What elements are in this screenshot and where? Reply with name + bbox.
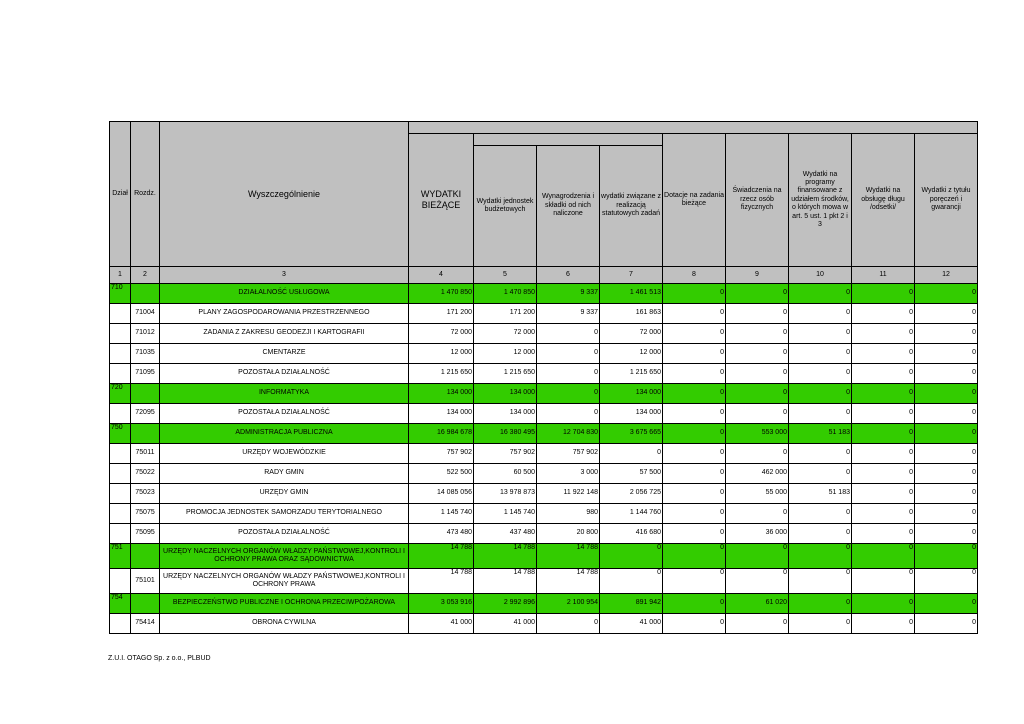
cell-value: 171 200 bbox=[409, 304, 474, 324]
cell-value: 757 902 bbox=[474, 444, 537, 464]
cell-value: 1 215 650 bbox=[474, 364, 537, 384]
table-row bbox=[110, 364, 978, 384]
cell-value: 61 020 bbox=[726, 594, 789, 614]
cell-dzial bbox=[110, 614, 131, 634]
cell-value: 12 000 bbox=[409, 344, 474, 364]
cell-value: 0 bbox=[915, 569, 978, 594]
cell-value: 0 bbox=[663, 544, 726, 569]
cell-rozdz bbox=[131, 424, 160, 444]
cell-value: 0 bbox=[915, 464, 978, 484]
cell-value: 0 bbox=[852, 284, 915, 304]
cell-value: 0 bbox=[852, 404, 915, 424]
cell-value: 0 bbox=[726, 444, 789, 464]
cell-value: 0 bbox=[789, 384, 852, 404]
cell-value: 11 922 148 bbox=[537, 484, 600, 504]
cell-value: 416 680 bbox=[600, 524, 663, 544]
budget-table bbox=[109, 121, 978, 634]
cell-dzial bbox=[110, 569, 131, 594]
cell-value: 14 788 bbox=[537, 569, 600, 594]
cell-value: 0 bbox=[537, 324, 600, 344]
cell-name: POZOSTAŁA DZIAŁALNOŚĆ bbox=[160, 524, 409, 544]
cell-value: 0 bbox=[852, 484, 915, 504]
cell-value: 0 bbox=[852, 464, 915, 484]
cell-dzial bbox=[110, 464, 131, 484]
cell-value: 0 bbox=[852, 324, 915, 344]
cell-value: 0 bbox=[852, 594, 915, 614]
cell-value: 0 bbox=[789, 504, 852, 524]
cell-value: 0 bbox=[726, 304, 789, 324]
cell-dzial bbox=[110, 304, 131, 324]
header-obsluga-dlugu: Wydatki na obsługę długu /odsetki/ bbox=[852, 134, 915, 267]
cell-value: 0 bbox=[537, 404, 600, 424]
cell-dzial bbox=[110, 524, 131, 544]
table-row bbox=[110, 344, 978, 364]
cell-name: ADMINISTRACJA PUBLICZNA bbox=[160, 424, 409, 444]
cell-value: 0 bbox=[789, 444, 852, 464]
table-row-section bbox=[110, 544, 978, 569]
table-body bbox=[110, 284, 978, 634]
cell-value: 0 bbox=[537, 364, 600, 384]
header-substrip bbox=[474, 134, 663, 146]
cell-value: 980 bbox=[537, 504, 600, 524]
cell-value: 0 bbox=[726, 364, 789, 384]
cell-value: 171 200 bbox=[474, 304, 537, 324]
cell-name: ZADANIA Z ZAKRESU GEODEZJI I KARTOGRAFII bbox=[160, 324, 409, 344]
column-number: 4 bbox=[409, 267, 474, 284]
cell-value: 16 984 678 bbox=[409, 424, 474, 444]
table-row bbox=[110, 504, 978, 524]
cell-value: 51 183 bbox=[789, 424, 852, 444]
cell-value: 12 000 bbox=[474, 344, 537, 364]
cell-value: 2 100 954 bbox=[537, 594, 600, 614]
cell-value: 14 788 bbox=[474, 569, 537, 594]
cell-value: 134 000 bbox=[409, 404, 474, 424]
cell-name: URZĘDY NACZELNYCH ORGANÓW WŁADZY PAŃSTWOWEJ,KONTROLI I OCHRONY PRAWA ORAZ SĄDOWNICTWA bbox=[160, 544, 409, 569]
cell-dzial: 710 bbox=[110, 284, 131, 304]
cell-value: 14 788 bbox=[474, 544, 537, 569]
cell-dzial bbox=[110, 364, 131, 384]
table-row-section bbox=[110, 384, 978, 404]
table-row-section bbox=[110, 594, 978, 614]
cell-value: 9 337 bbox=[537, 304, 600, 324]
cell-value: 0 bbox=[537, 344, 600, 364]
column-number: 8 bbox=[663, 267, 726, 284]
cell-value: 14 788 bbox=[409, 569, 474, 594]
cell-rozdz: 75011 bbox=[131, 444, 160, 464]
cell-name: URZĘDY WOJEWÓDZKIE bbox=[160, 444, 409, 464]
cell-value: 0 bbox=[789, 464, 852, 484]
cell-value: 72 000 bbox=[409, 324, 474, 344]
cell-dzial bbox=[110, 444, 131, 464]
cell-value: 1 470 850 bbox=[474, 284, 537, 304]
cell-value: 20 800 bbox=[537, 524, 600, 544]
cell-value: 0 bbox=[726, 614, 789, 634]
header-rozdz: Rozdz. bbox=[131, 122, 160, 267]
cell-name: RADY GMIN bbox=[160, 464, 409, 484]
cell-dzial bbox=[110, 504, 131, 524]
header-dotacje: Dotacje na zadania bieżące bbox=[663, 134, 726, 267]
cell-value: 0 bbox=[915, 284, 978, 304]
cell-value: 0 bbox=[663, 384, 726, 404]
cell-value: 2 992 896 bbox=[474, 594, 537, 614]
cell-value: 0 bbox=[789, 544, 852, 569]
cell-value: 3 675 665 bbox=[600, 424, 663, 444]
cell-value: 0 bbox=[852, 384, 915, 404]
column-number: 3 bbox=[160, 267, 409, 284]
cell-value: 0 bbox=[915, 594, 978, 614]
header-wydatki-statutowe: wydatki związane z realizacją statutowych zadań bbox=[600, 146, 663, 267]
cell-name: CMENTARZE bbox=[160, 344, 409, 364]
cell-value: 0 bbox=[537, 384, 600, 404]
cell-value: 0 bbox=[789, 344, 852, 364]
cell-value: 0 bbox=[915, 384, 978, 404]
cell-rozdz: 75101 bbox=[131, 569, 160, 594]
cell-dzial bbox=[110, 344, 131, 364]
cell-value: 437 480 bbox=[474, 524, 537, 544]
cell-value: 55 000 bbox=[726, 484, 789, 504]
cell-value: 0 bbox=[852, 614, 915, 634]
cell-rozdz bbox=[131, 544, 160, 569]
cell-value: 0 bbox=[915, 504, 978, 524]
header-swiadczenia: Świadczenia na rzecz osób fizycznych bbox=[726, 134, 789, 267]
cell-value: 0 bbox=[915, 344, 978, 364]
cell-value: 0 bbox=[726, 504, 789, 524]
cell-value: 134 000 bbox=[474, 404, 537, 424]
header-wynagrodzenia: Wynagrodzenia i składki od nich naliczone bbox=[537, 146, 600, 267]
cell-value: 0 bbox=[789, 304, 852, 324]
column-number: 9 bbox=[726, 267, 789, 284]
header-wydatki-biezace: WYDATKI BIEŻĄCE bbox=[409, 134, 474, 267]
cell-value: 0 bbox=[915, 404, 978, 424]
table-row bbox=[110, 524, 978, 544]
cell-value: 0 bbox=[915, 304, 978, 324]
cell-value: 0 bbox=[663, 364, 726, 384]
cell-value: 0 bbox=[663, 304, 726, 324]
cell-value: 1 461 513 bbox=[600, 284, 663, 304]
cell-name: POZOSTAŁA DZIAŁALNOŚĆ bbox=[160, 404, 409, 424]
header-strip bbox=[409, 122, 978, 134]
header-wydatki-jednostek: Wydatki jednostek budżetowych bbox=[474, 146, 537, 267]
cell-value: 553 000 bbox=[726, 424, 789, 444]
column-number: 11 bbox=[852, 267, 915, 284]
cell-value: 72 000 bbox=[600, 324, 663, 344]
cell-rozdz: 71095 bbox=[131, 364, 160, 384]
cell-value: 0 bbox=[852, 304, 915, 324]
cell-value: 0 bbox=[663, 324, 726, 344]
cell-value: 134 000 bbox=[474, 384, 537, 404]
cell-value: 0 bbox=[789, 324, 852, 344]
cell-value: 757 902 bbox=[537, 444, 600, 464]
cell-value: 0 bbox=[663, 614, 726, 634]
cell-value: 3 000 bbox=[537, 464, 600, 484]
cell-value: 0 bbox=[852, 569, 915, 594]
cell-value: 1 145 740 bbox=[474, 504, 537, 524]
cell-value: 14 085 056 bbox=[409, 484, 474, 504]
cell-dzial: 751 bbox=[110, 544, 131, 569]
cell-value: 1 144 760 bbox=[600, 504, 663, 524]
cell-value: 0 bbox=[600, 444, 663, 464]
column-number-row bbox=[110, 267, 978, 284]
cell-value: 13 978 873 bbox=[474, 484, 537, 504]
header-wydatki-programy: Wydatki na programy finansowane z udziałem środków, o których mowa w art. 5 ust. 1 pkt 2 i 3 bbox=[789, 134, 852, 267]
cell-rozdz bbox=[131, 284, 160, 304]
cell-value: 473 480 bbox=[409, 524, 474, 544]
cell-value: 0 bbox=[852, 524, 915, 544]
column-number: 5 bbox=[474, 267, 537, 284]
cell-value: 0 bbox=[663, 404, 726, 424]
cell-rozdz: 75075 bbox=[131, 504, 160, 524]
cell-rozdz: 75095 bbox=[131, 524, 160, 544]
table-row bbox=[110, 444, 978, 464]
cell-value: 12 000 bbox=[600, 344, 663, 364]
cell-value: 0 bbox=[915, 364, 978, 384]
cell-name: PROMOCJA JEDNOSTEK SAMORZADU TERYTORIALNEGO bbox=[160, 504, 409, 524]
cell-value: 36 000 bbox=[726, 524, 789, 544]
cell-value: 757 902 bbox=[409, 444, 474, 464]
cell-value: 0 bbox=[915, 424, 978, 444]
cell-value: 41 000 bbox=[600, 614, 663, 634]
cell-value: 0 bbox=[600, 569, 663, 594]
cell-value: 0 bbox=[915, 524, 978, 544]
cell-value: 9 337 bbox=[537, 284, 600, 304]
table-row bbox=[110, 569, 978, 594]
cell-value: 0 bbox=[915, 484, 978, 504]
cell-value: 0 bbox=[726, 404, 789, 424]
cell-value: 60 500 bbox=[474, 464, 537, 484]
cell-value: 0 bbox=[726, 569, 789, 594]
cell-rozdz: 75023 bbox=[131, 484, 160, 504]
cell-value: 161 863 bbox=[600, 304, 663, 324]
cell-value: 12 704 830 bbox=[537, 424, 600, 444]
cell-rozdz: 75414 bbox=[131, 614, 160, 634]
cell-value: 0 bbox=[663, 444, 726, 464]
cell-value: 1 215 650 bbox=[409, 364, 474, 384]
column-number: 12 bbox=[915, 267, 978, 284]
cell-value: 0 bbox=[726, 344, 789, 364]
cell-rozdz bbox=[131, 384, 160, 404]
cell-value: 0 bbox=[726, 384, 789, 404]
table-row bbox=[110, 404, 978, 424]
header-wyszczegolnienie: Wyszczególnienie bbox=[160, 122, 409, 267]
table-row-section bbox=[110, 424, 978, 444]
cell-value: 0 bbox=[726, 324, 789, 344]
cell-value: 0 bbox=[663, 484, 726, 504]
cell-value: 0 bbox=[852, 544, 915, 569]
cell-dzial bbox=[110, 484, 131, 504]
cell-value: 0 bbox=[663, 464, 726, 484]
table-row bbox=[110, 304, 978, 324]
cell-value: 0 bbox=[663, 594, 726, 614]
cell-value: 134 000 bbox=[409, 384, 474, 404]
cell-value: 0 bbox=[852, 444, 915, 464]
cell-name: POZOSTAŁA DZIAŁALNOŚĆ bbox=[160, 364, 409, 384]
cell-value: 14 788 bbox=[537, 544, 600, 569]
cell-value: 41 000 bbox=[474, 614, 537, 634]
cell-value: 0 bbox=[915, 544, 978, 569]
cell-value: 1 145 740 bbox=[409, 504, 474, 524]
cell-value: 0 bbox=[789, 614, 852, 634]
column-number: 2 bbox=[131, 267, 160, 284]
table-row bbox=[110, 464, 978, 484]
cell-name: OBRONA CYWILNA bbox=[160, 614, 409, 634]
cell-value: 462 000 bbox=[726, 464, 789, 484]
cell-value: 0 bbox=[663, 284, 726, 304]
cell-name: URZĘDY NACZELNYCH ORGANÓW WŁADZY PAŃSTWOWEJ,KONTROLI I OCHRONY PRAWA bbox=[160, 569, 409, 594]
cell-rozdz bbox=[131, 594, 160, 614]
cell-value: 0 bbox=[789, 404, 852, 424]
cell-name: URZĘDY GMIN bbox=[160, 484, 409, 504]
table-row-section bbox=[110, 284, 978, 304]
cell-value: 0 bbox=[852, 504, 915, 524]
footer-text: Z.U.I. OTAGO Sp. z o.o., PLBUD bbox=[108, 655, 211, 662]
cell-dzial: 750 bbox=[110, 424, 131, 444]
cell-value: 0 bbox=[852, 424, 915, 444]
cell-value: 0 bbox=[852, 344, 915, 364]
column-number: 6 bbox=[537, 267, 600, 284]
cell-rozdz: 71035 bbox=[131, 344, 160, 364]
cell-value: 891 942 bbox=[600, 594, 663, 614]
cell-value: 0 bbox=[789, 524, 852, 544]
cell-dzial: 720 bbox=[110, 384, 131, 404]
cell-name: BEZPIECZEŃSTWO PUBLICZNE I OCHRONA PRZECIWPOŻAROWA bbox=[160, 594, 409, 614]
cell-rozdz: 72095 bbox=[131, 404, 160, 424]
column-number: 1 bbox=[110, 267, 131, 284]
cell-value: 72 000 bbox=[474, 324, 537, 344]
cell-value: 0 bbox=[915, 444, 978, 464]
cell-value: 16 380 495 bbox=[474, 424, 537, 444]
cell-dzial: 754 bbox=[110, 594, 131, 614]
cell-rozdz: 71004 bbox=[131, 304, 160, 324]
cell-value: 0 bbox=[915, 324, 978, 344]
cell-value: 0 bbox=[789, 364, 852, 384]
cell-name: PLANY ZAGOSPODAROWANIA PRZESTRZENNEGO bbox=[160, 304, 409, 324]
cell-value: 0 bbox=[726, 284, 789, 304]
cell-value: 2 056 725 bbox=[600, 484, 663, 504]
cell-value: 0 bbox=[663, 504, 726, 524]
cell-name: DZIAŁALNOŚĆ USŁUGOWA bbox=[160, 284, 409, 304]
cell-value: 0 bbox=[789, 594, 852, 614]
cell-value: 0 bbox=[789, 569, 852, 594]
column-number: 7 bbox=[600, 267, 663, 284]
cell-value: 41 000 bbox=[409, 614, 474, 634]
cell-value: 0 bbox=[726, 544, 789, 569]
cell-value: 0 bbox=[915, 614, 978, 634]
table-row bbox=[110, 324, 978, 344]
cell-name: INFORMATYKA bbox=[160, 384, 409, 404]
cell-dzial bbox=[110, 404, 131, 424]
cell-rozdz: 71012 bbox=[131, 324, 160, 344]
cell-value: 51 183 bbox=[789, 484, 852, 504]
cell-dzial bbox=[110, 324, 131, 344]
cell-value: 0 bbox=[663, 424, 726, 444]
header-dzial: Dział bbox=[110, 122, 131, 267]
cell-value: 0 bbox=[852, 364, 915, 384]
cell-value: 57 500 bbox=[600, 464, 663, 484]
cell-value: 0 bbox=[537, 614, 600, 634]
cell-value: 1 470 850 bbox=[409, 284, 474, 304]
cell-value: 134 000 bbox=[600, 384, 663, 404]
cell-value: 0 bbox=[600, 544, 663, 569]
cell-value: 522 500 bbox=[409, 464, 474, 484]
cell-value: 0 bbox=[663, 569, 726, 594]
cell-rozdz: 75022 bbox=[131, 464, 160, 484]
cell-value: 0 bbox=[663, 524, 726, 544]
cell-value: 3 053 916 bbox=[409, 594, 474, 614]
cell-value: 0 bbox=[663, 344, 726, 364]
cell-value: 1 215 650 bbox=[600, 364, 663, 384]
cell-value: 0 bbox=[789, 284, 852, 304]
cell-value: 14 788 bbox=[409, 544, 474, 569]
cell-value: 134 000 bbox=[600, 404, 663, 424]
table-row bbox=[110, 614, 978, 634]
column-number: 10 bbox=[789, 267, 852, 284]
header-poreczenia: Wydatki z tytułu poręczeń i gwarancji bbox=[915, 134, 978, 267]
table-row bbox=[110, 484, 978, 504]
